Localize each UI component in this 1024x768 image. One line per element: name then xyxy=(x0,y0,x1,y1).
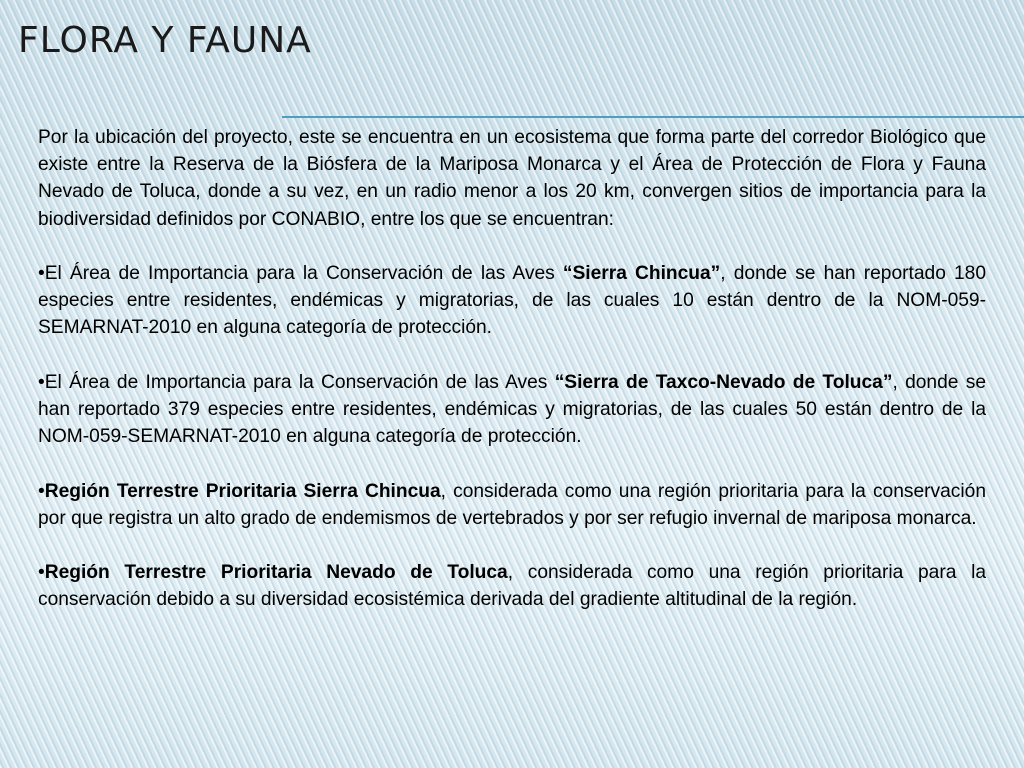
title-divider xyxy=(282,116,1024,118)
slide-body xyxy=(38,124,986,614)
bullet-prefix: •El Área de Importancia para la Conservación de las Aves xyxy=(38,263,563,284)
bullet-text: , considerada como una región prioritaria para la conservación debido a su diversidad ecosistémica derivada del gradiente altitudinal de la región. xyxy=(38,562,986,611)
slide-title: FLORA Y FAUNA xyxy=(18,20,312,61)
bullet-highlight: Región Terrestre Prioritaria Sierra Chincua xyxy=(44,480,441,502)
bullet-prefix: • xyxy=(38,562,45,584)
bullet-highlight: Región Terrestre Prioritaria Nevado de Toluca xyxy=(44,562,508,584)
bullet-highlight: “Sierra de Taxco-Nevado de Toluca” xyxy=(554,371,893,393)
bullet-prefix: •El Área de Importancia para la Conservación de las Aves xyxy=(38,371,555,393)
bullet-item-sierra-taxco-aves xyxy=(38,369,986,451)
bullet-text: , donde se han reportado 379 especies entre residentes, endémicas y migratorias, de las cuales 50 están dentro de la NOM-059-SEMARNAT-2010 en alguna categoría de protección. xyxy=(38,371,986,448)
bullet-prefix: • xyxy=(38,480,45,502)
bullet-text: , donde se han reportado 180 especies entre residentes, endémicas y migratorias, de las cuales 10 están dentro de la NOM-059-SEMARNAT-2010 en alguna categoría de protección. xyxy=(38,263,986,339)
intro-paragraph: Por la ubicación del proyecto, este se encuentra en un ecosistema que forma parte del corredor Biológico que existe entre la Reserva de la Biósfera de la Mariposa Monarca y el Área de Protección de Flora y Fauna Nevado de Toluca, donde a su vez, en un radio menor a los 20 km, convergen sitios de importancia para la biodiversidad definidos por CONABIO, entre los que se encuentran: xyxy=(38,127,986,230)
bullet-item-sierra-chincua-aves xyxy=(38,260,986,342)
bullet-text: , considerada como una región prioritaria para la conservación por que registra un alto grado de endemismos de vertebrados y por ser refugio invernal de mariposa monarca. xyxy=(38,480,986,529)
bullet-highlight: “Sierra Chincua” xyxy=(562,263,721,284)
bullet-item-rtp-sierra-chincua xyxy=(38,478,986,532)
bullet-item-rtp-nevado-toluca xyxy=(38,559,986,613)
